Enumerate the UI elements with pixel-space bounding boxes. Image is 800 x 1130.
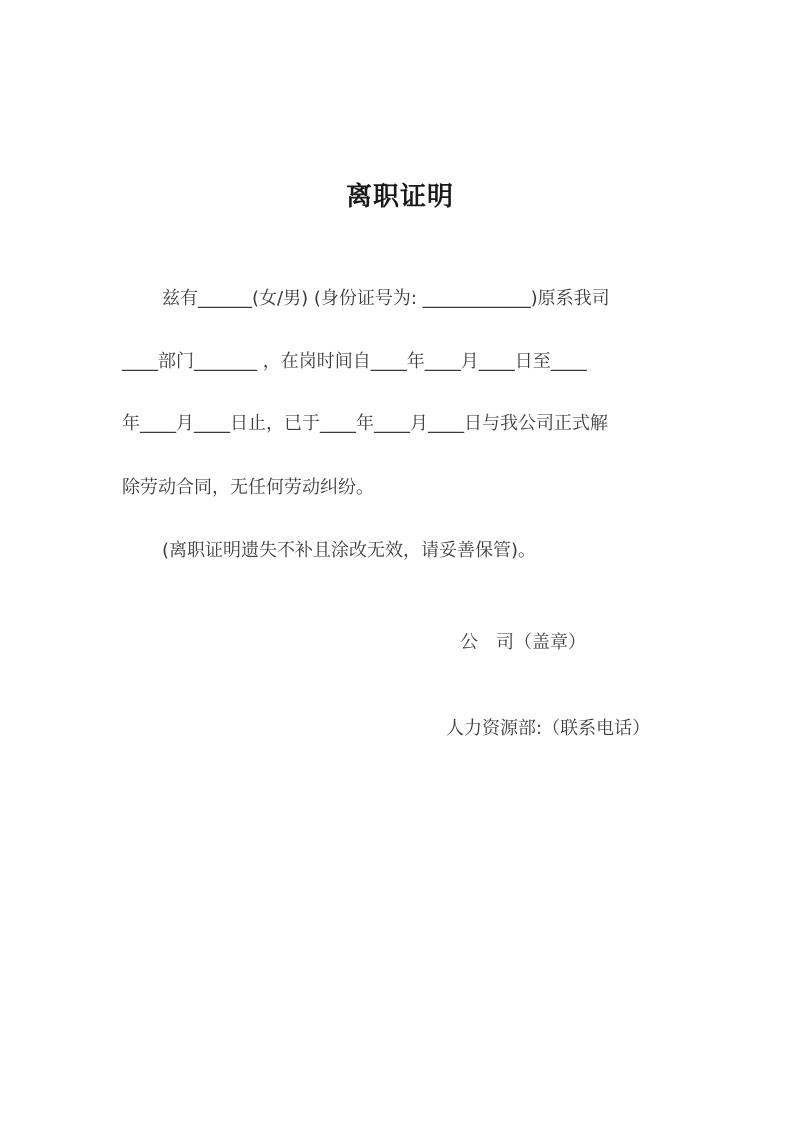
body-line-4: 除劳动合同，无任何劳动纠纷。 (122, 477, 374, 498)
body-line-3: 年____月____日止，已于____年____月____日与我公司正式解 (122, 413, 608, 434)
document-title: 离职证明 (345, 182, 454, 212)
validity-note: (离职证明遗失不补且涂改无效，请妥善保管)。 (162, 540, 537, 561)
body-line-1: 兹有______(女/男) (身份证号为: ____________)原系我司 (162, 288, 610, 309)
company-seal-label: 公 司（盖章） (460, 632, 586, 653)
body-line-2: ____部门_______ ，在岗时间自____年____月____日至____ (122, 351, 587, 372)
hr-contact-label: 人力资源部:（联系电话） (446, 718, 651, 739)
